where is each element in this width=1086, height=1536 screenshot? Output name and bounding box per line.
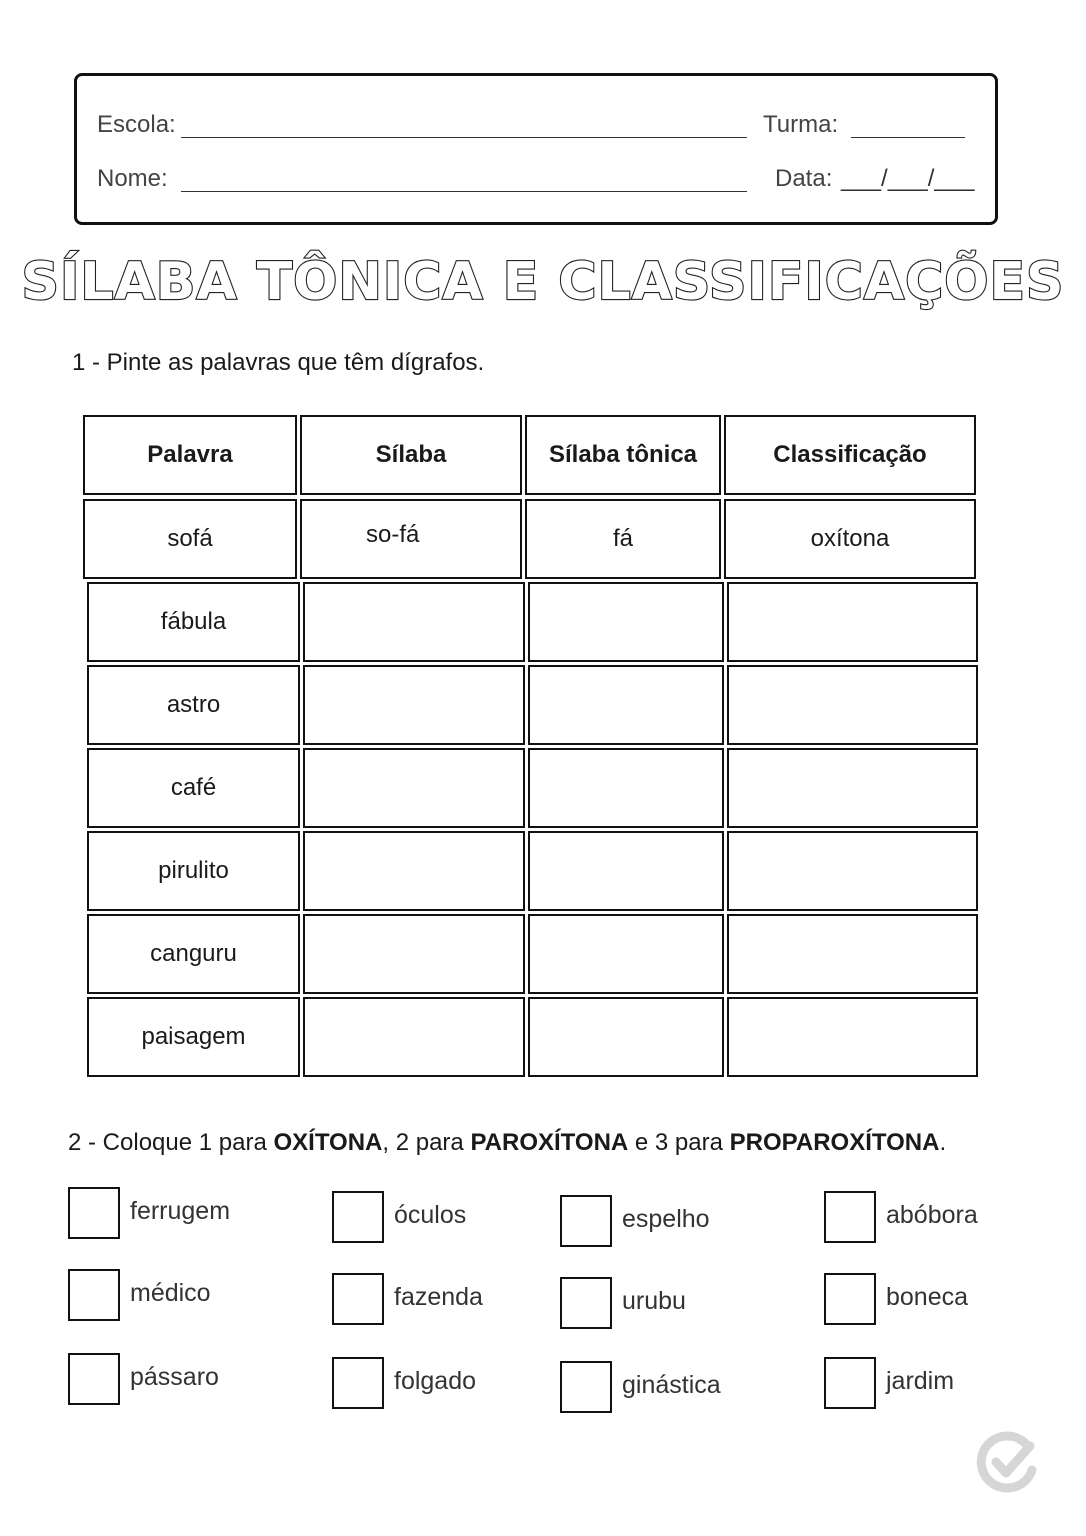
term-paroxitona: PAROXÍTONA	[470, 1129, 629, 1156]
word-cell: sofá	[83, 499, 297, 579]
checkbox-2-1[interactable]	[332, 1357, 384, 1409]
class-label: Turma:	[763, 111, 839, 138]
word-cell: fábula	[87, 582, 300, 662]
date-label: Data:	[775, 165, 833, 192]
term-oxitona: OXÍTONA	[273, 1129, 383, 1156]
word-label: urubu	[622, 1287, 686, 1315]
checkbox-0-2[interactable]	[560, 1195, 612, 1247]
word-label: abóbora	[886, 1201, 978, 1229]
tonic-syllable-cell[interactable]: fá	[525, 499, 721, 579]
checkbox-1-3[interactable]	[824, 1273, 876, 1325]
syllables-cell[interactable]	[303, 665, 525, 745]
classification-cell[interactable]	[727, 914, 978, 994]
syllables-cell[interactable]	[303, 914, 525, 994]
syllables-cell[interactable]: so-fá	[300, 499, 522, 579]
name-field[interactable]	[181, 191, 747, 192]
checkbox-0-1[interactable]	[332, 1191, 384, 1243]
tonic-syllable-cell[interactable]	[528, 831, 724, 911]
school-label: Escola:	[97, 111, 176, 138]
question-2-mid1: , 2 para	[382, 1129, 471, 1156]
checkbox-1-2[interactable]	[560, 1277, 612, 1329]
classification-cell[interactable]: oxítona	[724, 499, 976, 579]
question-2-suffix: .	[939, 1129, 947, 1156]
classification-cell[interactable]	[727, 665, 978, 745]
tonic-syllable-cell[interactable]	[528, 665, 724, 745]
question-2-mid2: e 3 para	[628, 1129, 730, 1156]
worksheet-title: SÍLABA TÔNICA E CLASSIFICAÇÕES	[21, 252, 1065, 312]
syllables-cell[interactable]	[303, 748, 525, 828]
class-field[interactable]	[851, 137, 965, 138]
word-label: médico	[130, 1279, 211, 1307]
name-label: Nome:	[97, 165, 168, 192]
classification-cell[interactable]	[727, 831, 978, 911]
header-silaba-tonica: Sílaba tônica	[525, 415, 721, 495]
checkbox-2-0[interactable]	[68, 1353, 120, 1405]
tonic-syllable-cell[interactable]	[528, 582, 724, 662]
word-label: jardim	[886, 1367, 955, 1395]
word-label: fazenda	[394, 1283, 483, 1311]
checkbox-1-0[interactable]	[68, 1269, 120, 1321]
word-label: folgado	[394, 1367, 477, 1395]
school-field[interactable]	[181, 137, 747, 138]
term-proparoxitona: PROPAROXÍTONA	[729, 1129, 940, 1156]
syllables-cell[interactable]	[303, 582, 525, 662]
checkbox-1-1[interactable]	[332, 1273, 384, 1325]
word-cell: astro	[87, 665, 300, 745]
checkbox-0-0[interactable]	[68, 1187, 120, 1239]
word-cell: paisagem	[87, 997, 300, 1077]
syllables-cell[interactable]	[303, 831, 525, 911]
student-info-box	[74, 73, 998, 225]
classification-cell[interactable]	[727, 997, 978, 1077]
word-label: ferrugem	[130, 1197, 231, 1225]
checkbox-2-3[interactable]	[824, 1357, 876, 1409]
question-2-prefix: 2 - Coloque 1 para	[68, 1129, 274, 1156]
question-2	[68, 1129, 946, 1157]
word-label: ginástica	[622, 1371, 721, 1399]
word-label: boneca	[886, 1283, 969, 1311]
word-label: óculos	[394, 1201, 467, 1229]
classification-cell[interactable]	[727, 582, 978, 662]
date-field[interactable]: ___/___/___	[841, 165, 975, 192]
classification-cell[interactable]	[727, 748, 978, 828]
checkmark-logo-icon	[976, 1430, 1040, 1494]
syllables-cell[interactable]	[303, 997, 525, 1077]
tonic-syllable-cell[interactable]	[528, 914, 724, 994]
header-palavra: Palavra	[83, 415, 297, 495]
word-cell: canguru	[87, 914, 300, 994]
checkbox-2-2[interactable]	[560, 1361, 612, 1413]
tonic-syllable-cell[interactable]	[528, 748, 724, 828]
word-label: pássaro	[130, 1363, 219, 1391]
checkbox-0-3[interactable]	[824, 1191, 876, 1243]
tonic-syllable-cell[interactable]	[528, 997, 724, 1077]
word-label: espelho	[622, 1205, 710, 1233]
question-1: 1 - Pinte as palavras que têm dígrafos.	[72, 349, 485, 376]
header-classificacao: Classificação	[724, 415, 976, 495]
word-cell: café	[87, 748, 300, 828]
header-silaba: Sílaba	[300, 415, 522, 495]
word-cell: pirulito	[87, 831, 300, 911]
